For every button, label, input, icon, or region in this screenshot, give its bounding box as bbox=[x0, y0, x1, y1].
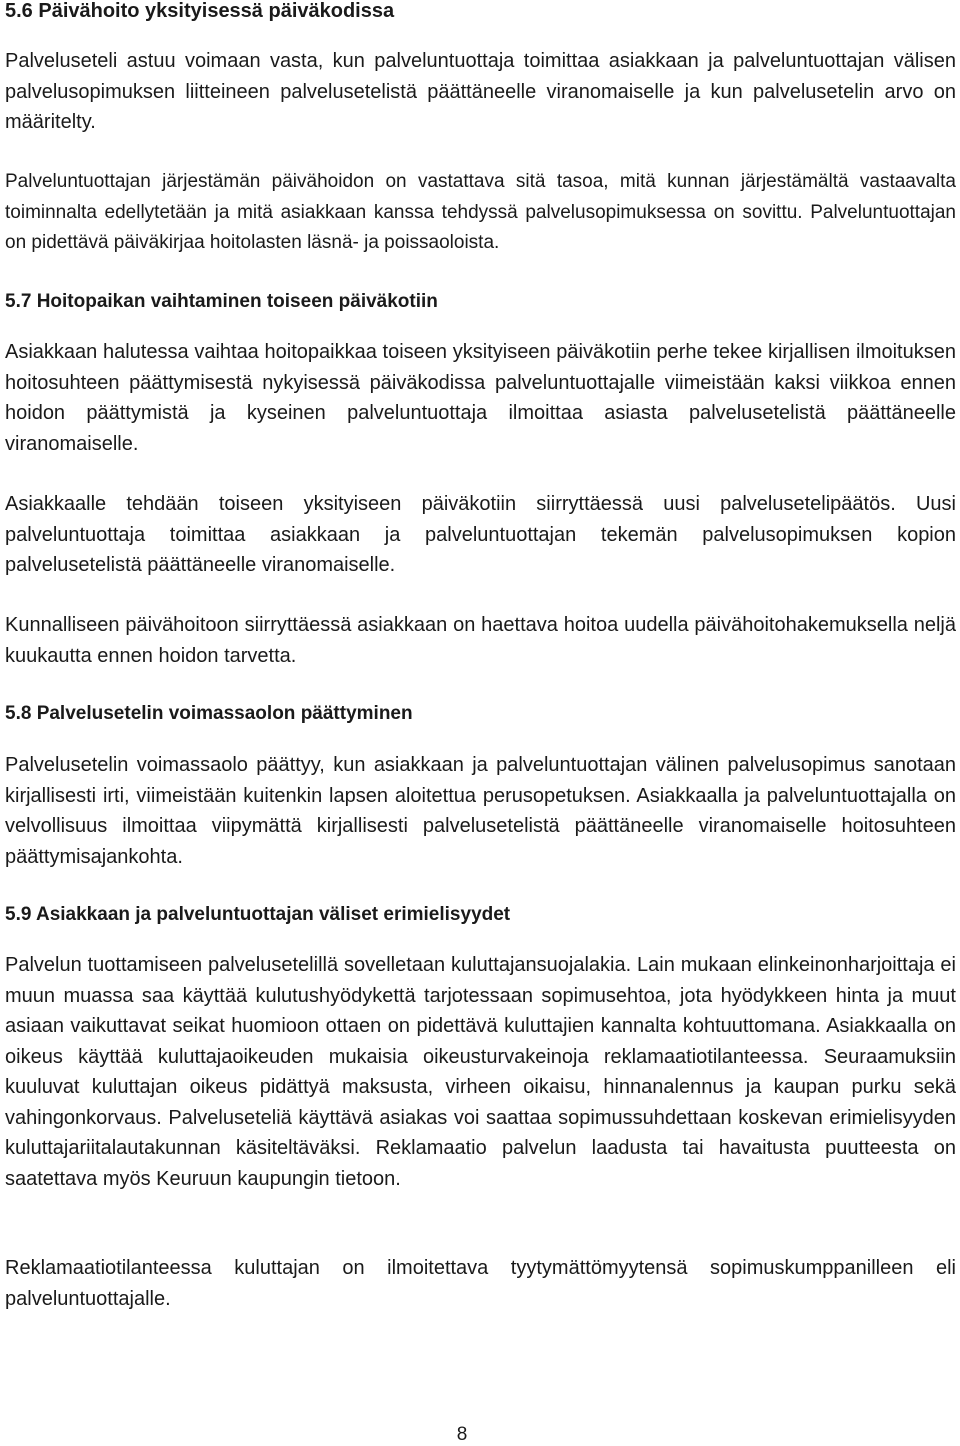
paragraph: Asiakkaalle tehdään toiseen yksityiseen päiväkotiin siirryttäessä uusi palvelusetelipäätös. Uusi palveluntuottaja toimittaa asiakkaan ja palveluntuottajan tekemän palvelusopimuksen kopion palvelusetelistä päättäneelle viranomaiselle. bbox=[5, 493, 956, 576]
paragraph: Palvelusetelin voimassaolo päättyy, kun asiakkaan ja palveluntuottajan välinen palvelusopimus sanotaan kirjallisesti irti, viimeistään kuitenkin lapsen aloitettua perusopetuksen. Asiakkaalla ja palveluntuottajalla on velvollisuus ilmoittaa viipymättä kirjallisesti palvelusetelistä päättäneelle viranomaiselle hoitosuhteen päättymisajankohta. bbox=[5, 754, 956, 868]
paragraph: Asiakkaan halutessa vaihtaa hoitopaikkaa toiseen yksityiseen päiväkotiin perhe tekee kirjallisen ilmoituksen hoitosuhteen päättymisestä nykyisessä päiväkodissa palveluntuottajalle viimeistään kaksi viikkoa ennen hoidon päättymistä ja kyseinen palveluntuottaja ilmoittaa asiasta palvelusetelistä päättäneelle viranomaiselle. bbox=[5, 341, 956, 455]
section-heading: 5.6 Päivähoito yksityisessä päiväkodissa bbox=[5, 0, 395, 22]
page-number: 8 bbox=[456, 1424, 468, 1445]
paragraph: Palveluntuottajan järjestämän päivähoidon on vastattava sitä tasoa, mitä kunnan järjestämältä vastaavalta toiminnalta edellytetään ja mitä asiakkaan kanssa tehdyssä palvelusopimuksessa on sovittu. Palveluntuottajan on pidettävä päiväkirjaa hoitolasten läsnä- ja poissaoloista. bbox=[5, 171, 956, 253]
section-heading: 5.8 Palvelusetelin voimassaolon päättyminen bbox=[5, 703, 413, 724]
paragraph: Kunnalliseen päivähoitoon siirryttäessä asiakkaan on haettava hoitoa uudella päivähoitohakemuksella neljä kuukautta ennen hoidon tarvetta. bbox=[5, 614, 956, 667]
section-heading: 5.7 Hoitopaikan vaihtaminen toiseen päiväkotiin bbox=[5, 291, 438, 312]
paragraph: Reklamaatiotilanteessa kuluttajan on ilmoitettava tyytymättömyytensä sopimuskumppanilleen eli palveluntuottajalle. bbox=[5, 1257, 956, 1310]
paragraph: Palveluseteli astuu voimaan vasta, kun palveluntuottaja toimittaa asiakkaan ja palveluntuottajan välisen palvelusopimuksen liitteineen palvelusetelistä päättäneelle viranomaiselle ja kun palvelusetelin arvo on määritelty. bbox=[5, 50, 956, 133]
section-heading: 5.9 Asiakkaan ja palveluntuottajan väliset erimielisyydet bbox=[5, 904, 511, 925]
paragraph: Palvelun tuottamiseen palvelusetelillä sovelletaan kuluttajansuojalakia. Lain mukaan elinkeinonharjoittaja ei muun muassa saa käyttää kulutushyödykettä tarjotessaan sopimusehtoa, jota hyödykkeen hinta ja muut asiaan vaikuttavat seikat huomioon ottaen on pidettävä kuluttajien kannalta kohtuuttomana. Asiakkaalla on oikeus käyttää kuluttajaoikeuden mukaisia oikeusturvakeinoja reklamaatiotilanteessa. Seuraamuksiin kuuluvat kuluttajan oikeus pidättyä maksusta, virheen oikaisu, hinnanalennus ja kaupan purku sekä vahingonkorvaus. Palveluseteliä käyttävä asiakas voi saattaa sopimussuhdettaan koskevan erimielisyyden kuluttajariitalautakunnan käsiteltäväksi. Reklamaatio palvelun laadusta tai havaitusta puutteesta on saatettava myös Keuruun kaupungin tietoon. bbox=[5, 954, 956, 1190]
